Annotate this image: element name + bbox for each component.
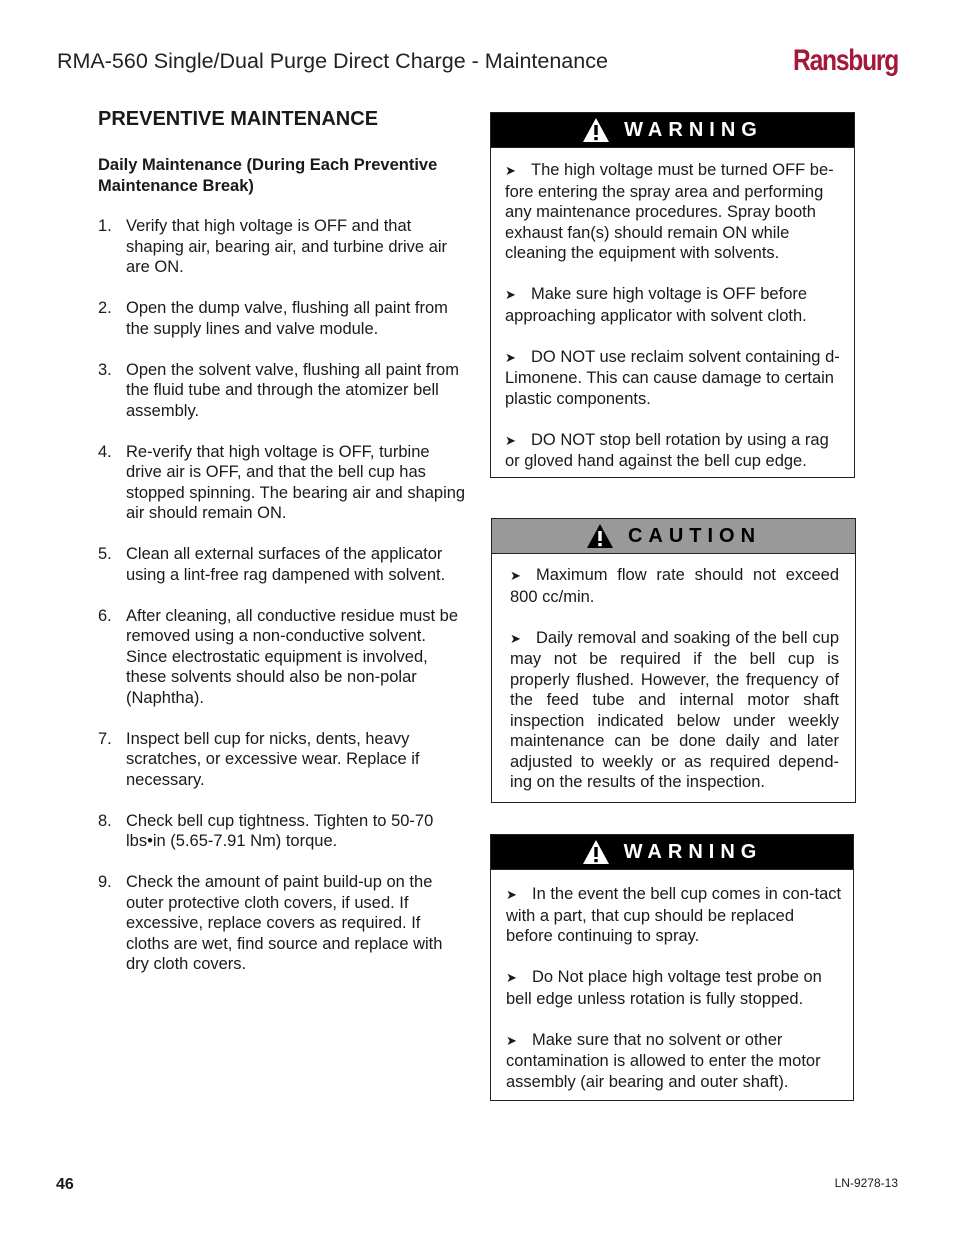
caution-item: ➤ Daily removal and soaking of the bell cup may not be required if the bell cup is properly flushed. However, the frequency of the feed tube and internal motor shaft inspection indicated below under weekly maintenance can be done daily and later adjusted to weekly or as required depend-ing on the results of the inspection.	[510, 628, 839, 791]
list-item	[98, 298, 468, 339]
warning-item: ➤ Do Not place high voltage test probe on bell edge unless rotation is fully stopped.	[506, 968, 822, 1008]
arrowhead-bullet-icon: ➤	[510, 568, 521, 583]
step-text: After cleaning, all conductive residue must be removed using a non-conductive solvent. Since electrostatic equipment is involved, these solvents should also be non-polar (Naphtha).	[126, 606, 459, 707]
list-item	[98, 811, 468, 852]
step-text: Re-verify that high voltage is OFF, turbine drive air is OFF, and that the bell cup has stopped spinning. The bearing air and shaping air should remain ON.	[126, 442, 466, 522]
warning-item: ➤ In the event the bell cup comes in con-tact with a part, that cup should be replaced before continuing to spray.	[506, 885, 842, 945]
step-number: 7.	[98, 729, 112, 748]
warning-box-2	[490, 834, 854, 1101]
list-item	[98, 216, 468, 278]
page-number: 46	[56, 1176, 74, 1193]
warning-item: ➤ Make sure high voltage is OFF before approaching applicator with solvent cloth.	[505, 285, 808, 325]
warning-label: WARNING	[623, 840, 763, 863]
arrowhead-bullet-icon: ➤	[510, 630, 521, 646]
list-item	[98, 442, 468, 524]
step-number: 4.	[98, 442, 112, 461]
list-item	[98, 360, 468, 422]
step-number: 5.	[98, 545, 112, 563]
list-item	[98, 606, 468, 709]
arrowhead-bullet-icon: ➤	[506, 970, 517, 985]
step-text: Check the amount of paint build-up on the outer protective cloth covers, if used. If excessive, replace covers as required. If cloths are wet, find source and replace with dry cloth covers.	[126, 873, 443, 973]
warning-item: ➤ The high voltage must be turned OFF be-fore entering the spray area and performing any maintenance procedures. Spray booth exhaust fan(s) should remain ON while cleaning the equipment with solvents.	[505, 161, 834, 262]
list-item	[98, 872, 468, 975]
list-item	[98, 544, 468, 585]
step-number: 2.	[98, 299, 112, 317]
step-text: Check bell cup tightness. Tighten to 50-70 lbs•in (5.65-7.91 Nm) torque.	[126, 811, 434, 850]
warning-item: ➤ Make sure that no solvent or other contamination is allowed to enter the motor assembly (air bearing and outer shaft).	[506, 1030, 821, 1091]
warning-label: WARNING	[624, 118, 763, 141]
warning-header	[491, 835, 853, 870]
step-text: Open the solvent valve, flushing all paint from the fluid tube and through the atomizer bell assembly.	[126, 360, 459, 420]
arrowhead-bullet-icon: ➤	[506, 887, 517, 902]
step-text: Open the dump valve, flushing all paint from the supply lines and valve module.	[126, 299, 448, 338]
warning-item: ➤ DO NOT stop bell rotation by using a rag or gloved hand against the bell cup edge.	[505, 430, 829, 470]
arrowhead-bullet-icon: ➤	[505, 163, 516, 178]
step-text: Clean all external surfaces of the applicator using a lint-free rag dampened with solvent.	[126, 545, 446, 584]
warning-box-1	[490, 112, 855, 478]
warning-header	[491, 113, 854, 148]
arrowhead-bullet-icon: ➤	[506, 1032, 517, 1048]
exclamation-triangle-icon	[582, 117, 610, 143]
step-text: Inspect bell cup for nicks, dents, heavy scratches, or excessive wear. Replace if necessary.	[126, 729, 420, 789]
caution-label: CAUTION	[627, 524, 762, 547]
caution-box	[491, 518, 856, 803]
arrowhead-bullet-icon: ➤	[505, 349, 516, 365]
list-item	[98, 729, 468, 791]
subsection-title: Daily Maintenance (During Each Preventive Maintenance Break)	[98, 156, 438, 195]
brand-logo: Ransburg	[793, 44, 898, 77]
step-number: 9.	[98, 873, 112, 891]
arrowhead-bullet-icon: ➤	[505, 287, 516, 302]
step-number: 3.	[98, 360, 112, 379]
exclamation-triangle-icon	[586, 523, 614, 549]
step-number: 8.	[98, 811, 112, 830]
maintenance-steps-list	[98, 216, 468, 975]
document-id: LN-9278-13	[834, 1176, 898, 1190]
caution-item: ➤ Maximum flow rate should not exceed 800 cc/min.	[510, 566, 839, 606]
page-header-title: RMA-560 Single/Dual Purge Direct Charge - Maintenance	[57, 49, 608, 73]
exclamation-triangle-icon	[582, 839, 610, 865]
step-number: 1.	[98, 217, 112, 235]
section-title: PREVENTIVE MAINTENANCE	[98, 108, 379, 130]
arrowhead-bullet-icon: ➤	[505, 432, 516, 448]
warning-item: ➤ DO NOT use reclaim solvent containing d-Limonene. This can cause damage to certain plastic components.	[505, 347, 840, 408]
step-text: Verify that high voltage is OFF and that shaping air, bearing air, and turbine drive air are ON.	[126, 217, 448, 276]
caution-header	[492, 519, 855, 554]
preventive-maintenance-section	[98, 108, 468, 995]
step-number: 6.	[98, 606, 112, 625]
